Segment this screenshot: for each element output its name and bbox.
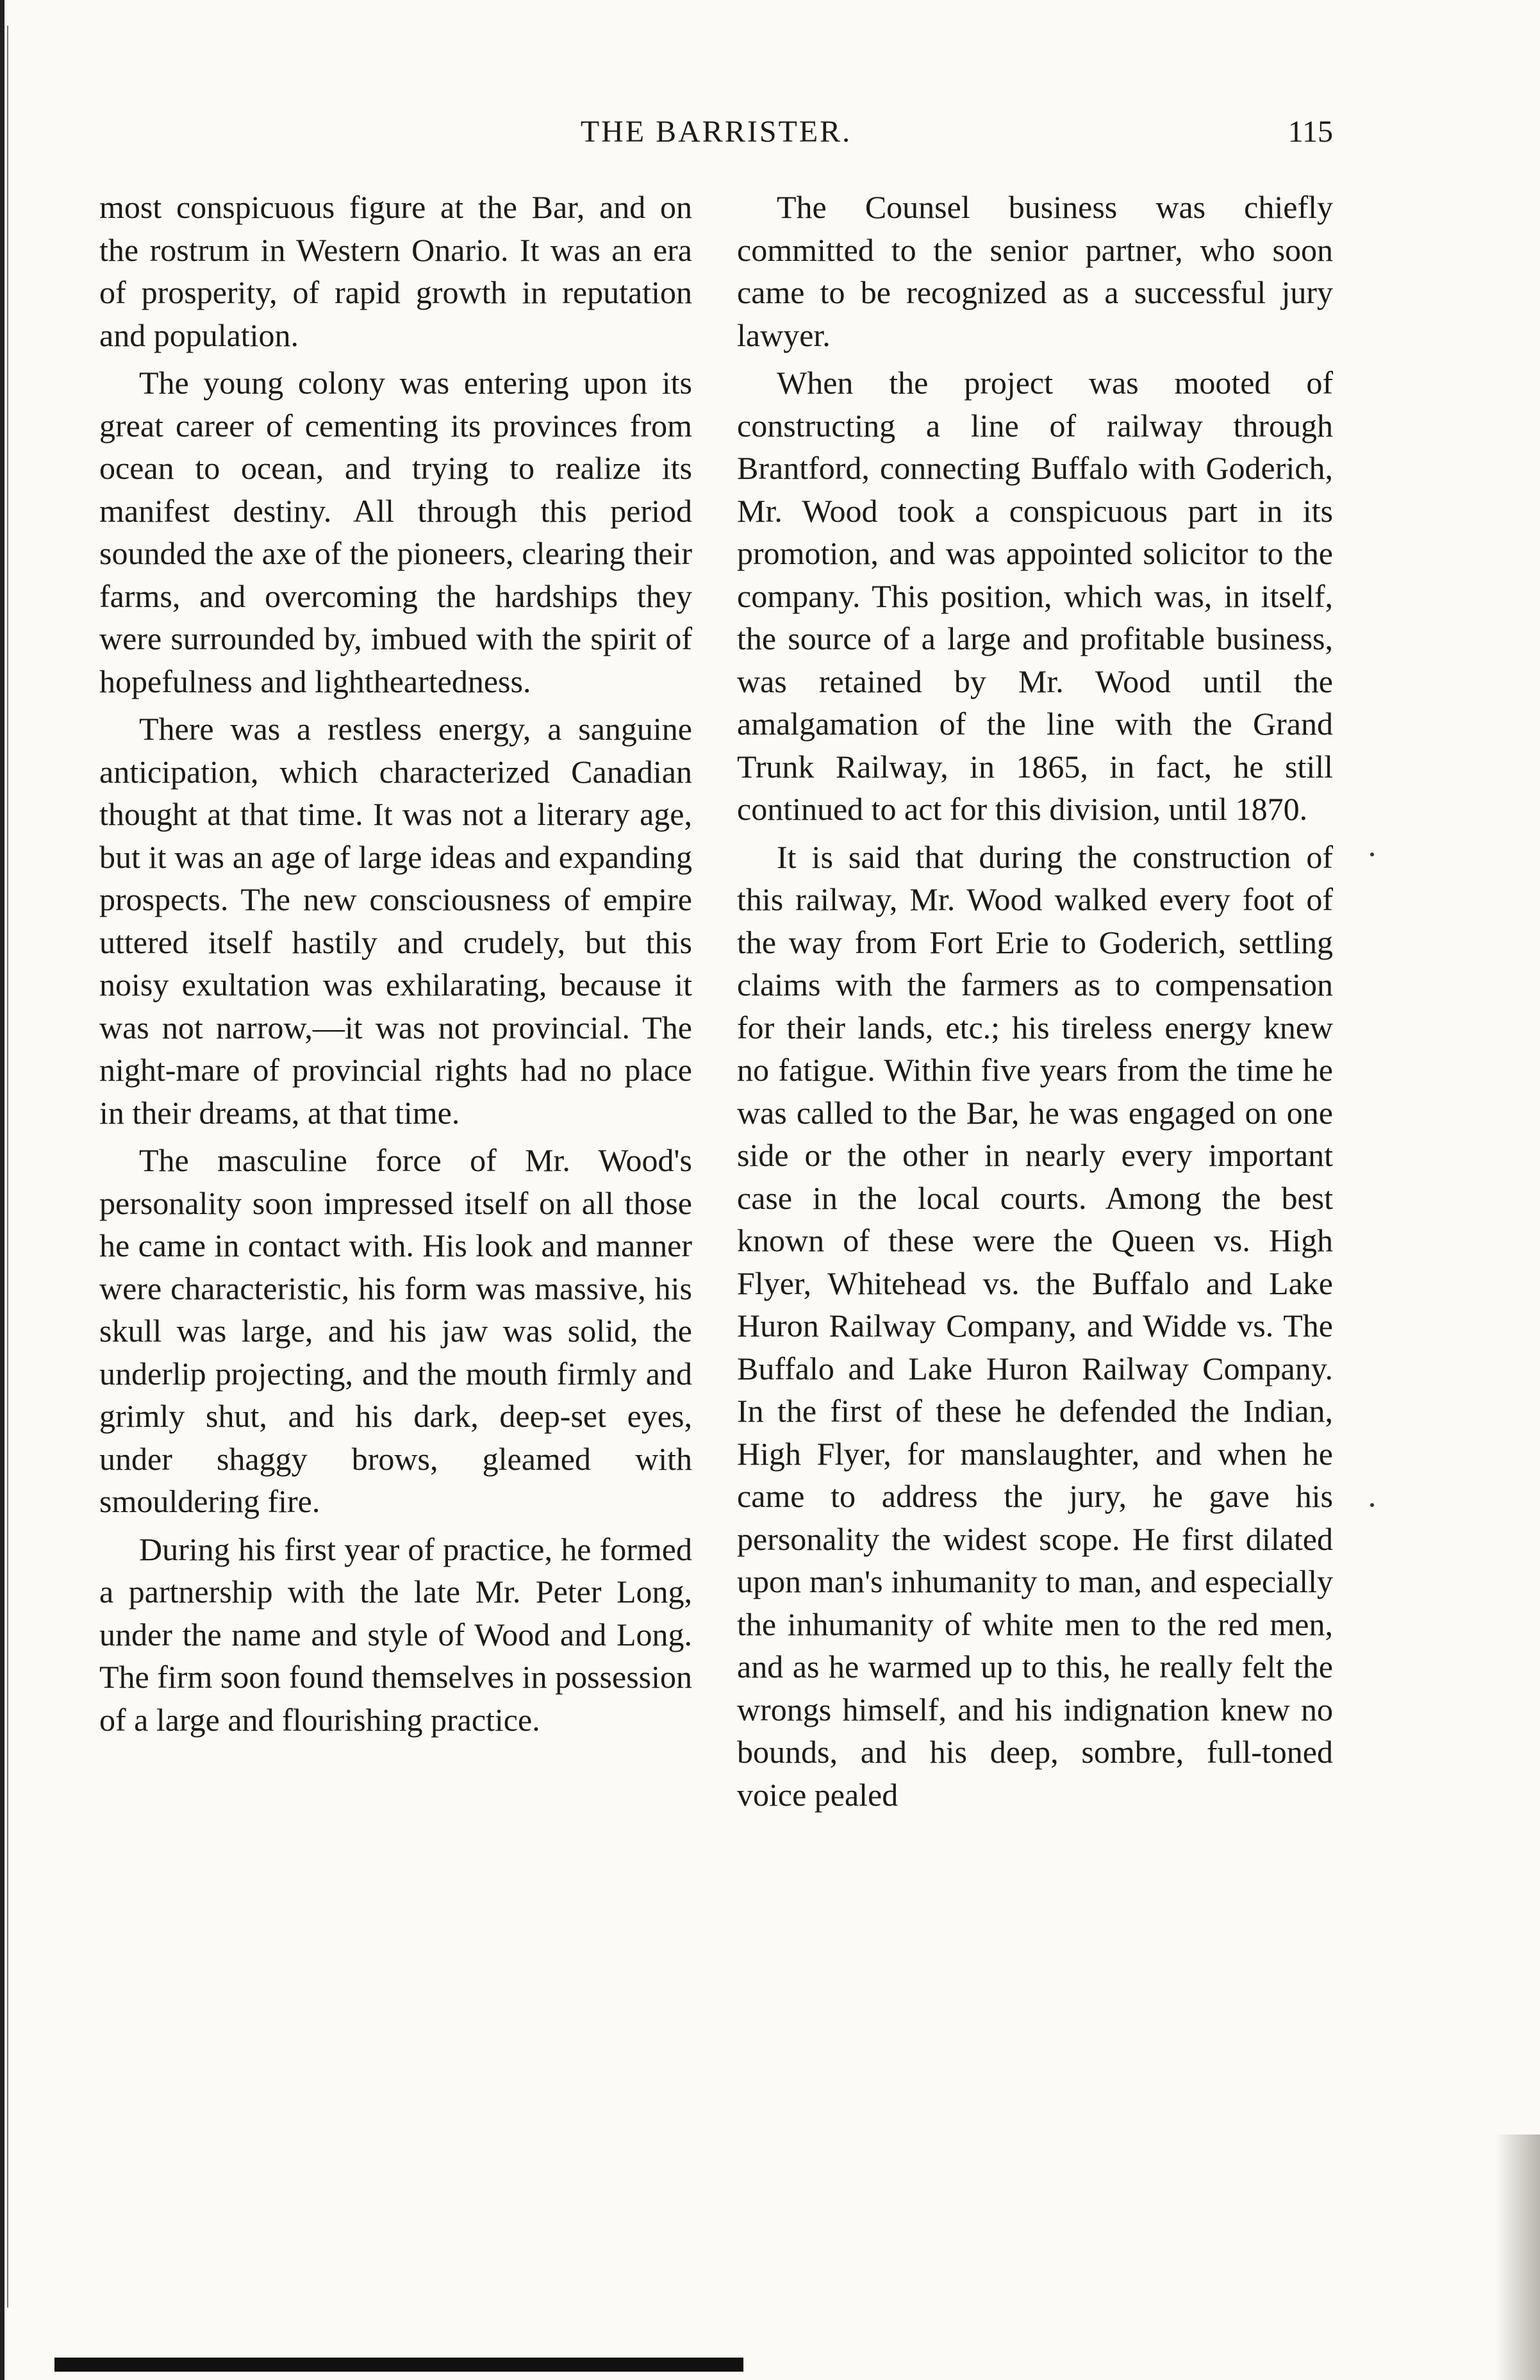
margin-speck <box>1370 1503 1374 1507</box>
margin-speck <box>1370 853 1374 856</box>
left-paragraph-3: There was a restless energy, a sanguine anticipation, which characterized Canadian thought at that time. It was not a literary age, but it was an age of large ideas and expanding prospects. The new consciousness of empire uttered itself hastily and crudely, but this noisy exultation was exhilarating, because it was not narrow,—it was not provincial. The night-mare of provincial rights had no place in their dreams, at that time. <box>99 711 692 1131</box>
left-paragraph-2: The young colony was entering upon its great career of cementing its provinces from ocean to ocean, and trying to realize its manifest destiny. All through this period sounded the axe of the pioneers, clearing their farms, and overcoming the hardships they were surrounded by, imbued with the spirit of hopefulness and lightheartedness. <box>99 365 692 699</box>
right-column <box>737 186 1333 1816</box>
running-title: THE BARRISTER. <box>580 115 852 149</box>
left-paragraph-4: The masculine force of Mr. Wood's personality soon impressed itself on all those he came in contact with. His look and manner were characteristic, his form was massive, his skull was large, and his jaw was solid, the underlip projecting, and the mouth firmly and grimly shut, and his dark, deep-set eyes, under shaggy brows, gleamed with smouldering fire. <box>99 1142 692 1519</box>
left-paragraph-1: most conspicuous figure at the Bar, and on the rostrum in Western Onario. It was an era of prosperity, of rapid growth in reputation and population. <box>99 189 692 353</box>
scan-edge-shadow <box>1495 2135 1540 2380</box>
right-paragraph-1: The Counsel business was chiefly committed to the senior partner, who soon came to be recognized as a successful jury lawyer. <box>737 189 1333 353</box>
running-header <box>99 114 1333 159</box>
scan-left-edge-line <box>7 26 8 2308</box>
left-column <box>99 186 692 1741</box>
page-number: 115 <box>1287 115 1333 149</box>
scan-left-edge <box>0 0 4 2380</box>
right-paragraph-3: It is said that during the construction of this railway, Mr. Wood walked every foot of the way from Fort Erie to Goderich, settling claims with the farmers as to compensation for their lands, etc.; his tireless energy knew no fatigue. Within five years from the time he was called to the Bar, he was engaged on one side or the other in nearly every important case in the local courts. Among the best known of these were the Queen vs. High Flyer, Whitehead vs. the Buffalo and Lake Huron Railway Company, and Widde vs. The Buffalo and Lake Huron Railway Company. In the first of these he defended the Indian, High Flyer, for manslaughter, and when he came to address the jury, he gave his personality the widest scope. He first dilated upon man's inhumanity to man, and especially the inhumanity of white men to the red men, and as he warmed up to this, he really felt the wrongs himself, and his indignation knew no bounds, and his deep, sombre, full-toned voice pealed <box>737 838 1333 1813</box>
left-paragraph-5: During his first year of practice, he formed a partnership with the late Mr. Peter Long, under the name and style of Wood and Long. The firm soon found themselves in possession of a large and flourishing practice. <box>99 1531 692 1738</box>
scan-bottom-bar <box>54 2358 743 2372</box>
right-paragraph-2: When the project was mooted of constructing a line of railway through Brantford, connecting Buffalo with Goderich, Mr. Wood took a conspicuous part in its promotion, and was appointed solicitor to the company. This position, which was, in itself, the source of a large and profitable business, was retained by Mr. Wood until the amalgamation of the line with the Grand Trunk Railway, in 1865, in fact, he still continued to act for this division, until 1870. <box>737 365 1333 827</box>
